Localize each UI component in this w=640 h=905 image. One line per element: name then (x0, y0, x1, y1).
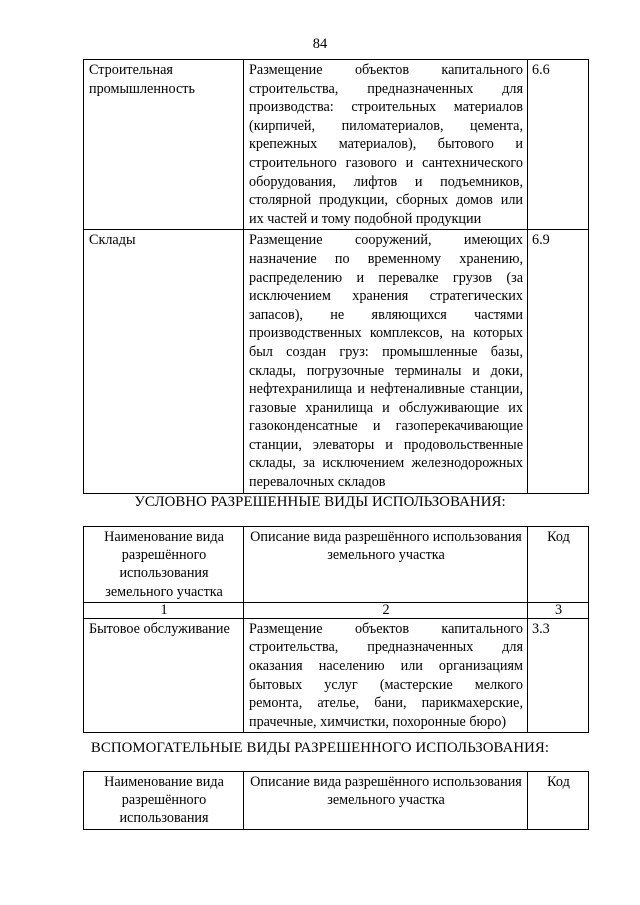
column-number-row (84, 602, 589, 618)
use-name-cell: Склады (84, 230, 244, 493)
auxiliary-use-table (83, 771, 589, 830)
header-name-cell: Наименование вида разрешённого использования земельного участка (84, 527, 244, 603)
use-code-cell: 6.6 (528, 60, 589, 230)
use-description-cell: Размещение объектов капитального строительства, предназначенных для оказания населению или организациям бытовых услуг (мастерские мелкого ремонта, ателье, бани, парикмахерские, прачечные, химчистки, похоронные бюро) (244, 618, 528, 733)
page-number: 84 (312, 36, 328, 52)
use-code-cell: 3.3 (528, 618, 589, 733)
header-code-cell: Код (528, 527, 589, 603)
column-number-cell: 1 (84, 602, 244, 618)
table-header-row (84, 527, 589, 603)
use-description-cell: Размещение сооружений, имеющих назначение по временному хранению, распределению и перевалке грузов (за исключением хранения стратегических запасов), не являющихся частями производственных комплексов, на которых был создан груз: промышленные базы, склады, погрузочные терминалы и доки, нефтехранилища и нефтеналивные станции, газовые хранилища и обслуживающие их газоконденсатные и газоперекачивающие станции, элеваторы и продовольственные склады, за исключением железнодорожных перевалочных складов (244, 230, 528, 493)
header-description-cell: Описание вида разрешённого использования земельного участка (244, 527, 528, 603)
column-number-cell: 2 (244, 602, 528, 618)
use-code-cell: 6.9 (528, 230, 589, 493)
main-use-table (83, 59, 589, 494)
header-description-cell: Описание вида разрешённого использования земельного участка (244, 772, 528, 830)
use-name-cell: Бытовое обслуживание (84, 618, 244, 733)
table-row (84, 60, 589, 230)
header-name-cell: Наименование вида разрешённого использования (84, 772, 244, 830)
header-code-cell: Код (528, 772, 589, 830)
conditional-uses-heading: УСЛОВНО РАЗРЕШЕННЫЕ ВИДЫ ИСПОЛЬЗОВАНИЯ: (134, 494, 506, 510)
table-row (84, 230, 589, 493)
table-row (84, 618, 589, 733)
use-name-cell: Строительная промышленность (84, 60, 244, 230)
column-number-cell: 3 (528, 602, 589, 618)
auxiliary-uses-heading: ВСПОМОГАТЕЛЬНЫЕ ВИДЫ РАЗРЕШЕННОГО ИСПОЛЬЗОВАНИЯ: (90, 740, 550, 756)
conditional-use-table (83, 526, 589, 733)
use-description-cell: Размещение объектов капитального строительства, предназначенных для производства: строительных материалов (кирпичей, пиломатериалов, цемента, крепежных материалов), бытового и строительного газового и сантехнического оборудования, лифтов и подъемников, столярной продукции, сборных домов или их частей и тому подобной продукции (244, 60, 528, 230)
table-header-row (84, 772, 589, 830)
